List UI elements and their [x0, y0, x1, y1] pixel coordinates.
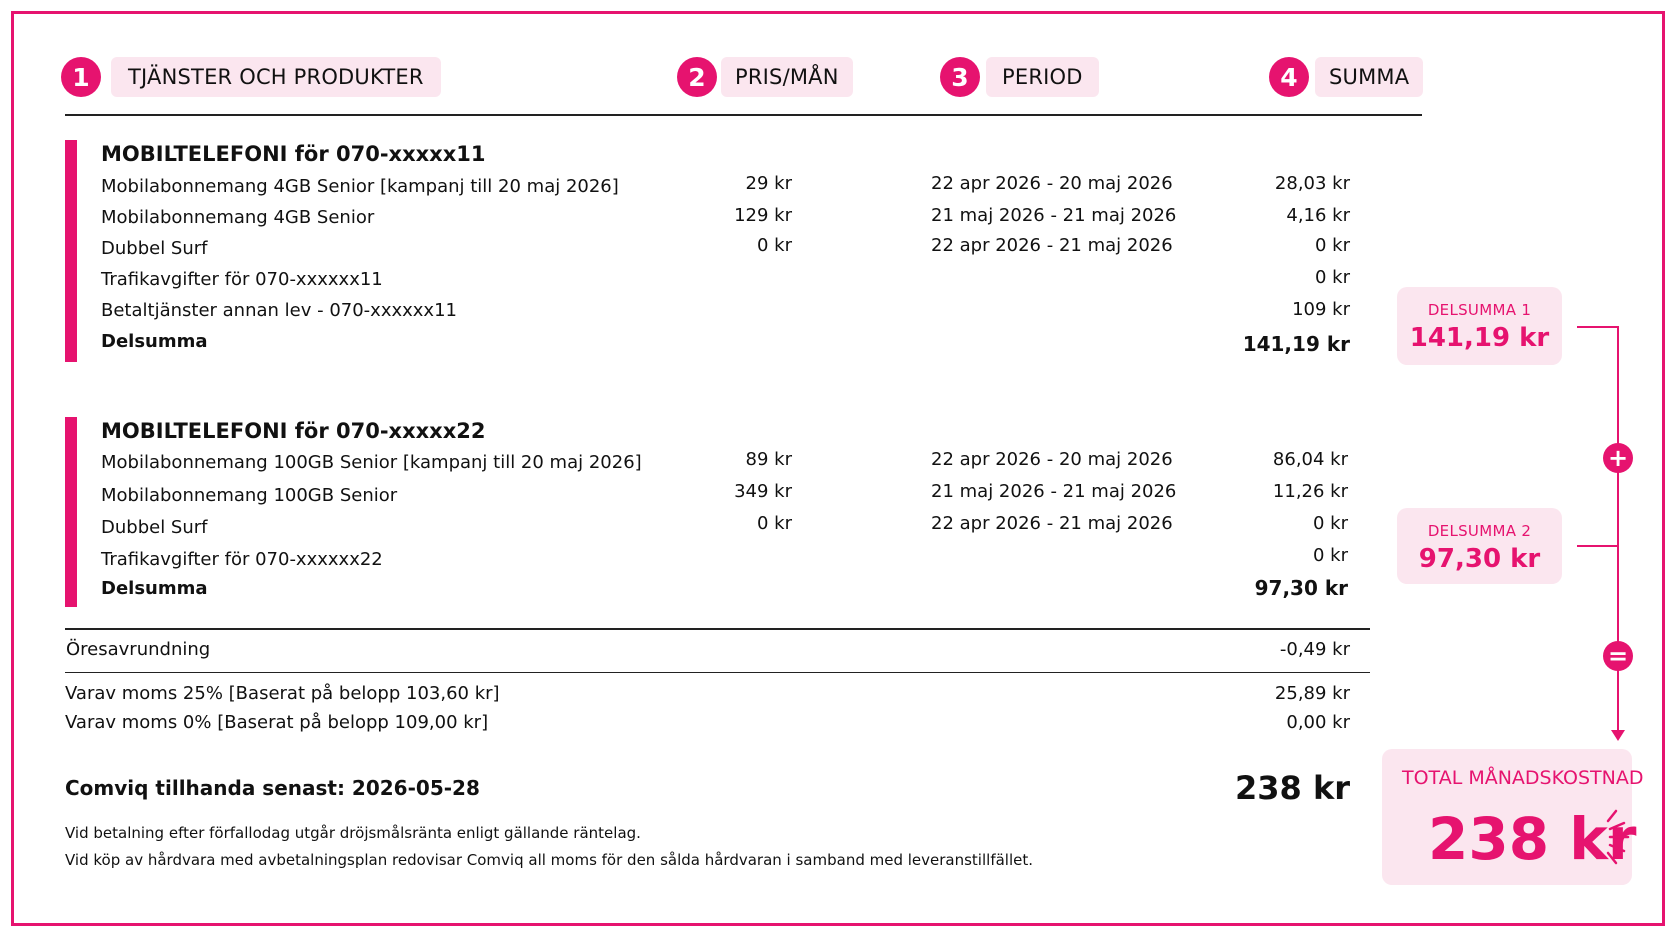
subtotal-row — [0, 576, 1672, 610]
row-sum: 0 kr — [1313, 545, 1348, 566]
step-number-2: 2 — [677, 57, 717, 97]
connector-line — [1577, 326, 1619, 328]
subtotal-1-value: 141,19 kr — [1409, 323, 1550, 353]
equals-icon: = — [1603, 641, 1633, 671]
total-amount: 238 kr — [1235, 769, 1350, 807]
vat-row — [0, 713, 1672, 743]
row-period: 21 maj 2026 - 21 maj 2026 — [931, 481, 1177, 502]
divider-line — [65, 672, 1370, 673]
row-period: 22 apr 2026 - 21 maj 2026 — [931, 235, 1173, 256]
header-label-services: TJÄNSTER OCH PRODUKTER — [111, 57, 441, 97]
row-sum: 0 kr — [1313, 513, 1348, 534]
row-price: 129 kr — [734, 205, 792, 226]
section-1-title: MOBILTELEFONI för 070-xxxxx11 — [101, 142, 486, 166]
row-description: Betaltjänster annan lev - 070-xxxxxx11 — [101, 300, 457, 321]
total-monthly-cost-label: TOTAL MÅNADSKOSTNAD — [1402, 767, 1644, 789]
row-price: 0 kr — [757, 513, 792, 534]
row-period: 21 maj 2026 - 21 maj 2026 — [931, 205, 1177, 226]
arrow-down-icon — [1611, 730, 1625, 741]
footnote: Vid köp av hårdvara med avbetalningsplan redovisar Comviq all moms för den sålda hårdvaran i samband med leveranstillfället. — [65, 851, 1033, 869]
table-row — [0, 205, 1672, 238]
vat-label: Varav moms 0% [Baserat på belopp 109,00 kr] — [65, 712, 489, 733]
row-price: 0 kr — [757, 235, 792, 256]
subtotal-value: 97,30 kr — [1254, 576, 1348, 600]
row-price: 349 kr — [734, 481, 792, 502]
total-monthly-cost-value: 238 kr — [1428, 805, 1637, 873]
subtotal-value: 141,19 kr — [1242, 332, 1350, 356]
row-description: Dubbel Surf — [101, 238, 208, 259]
subtotal-2-value: 97,30 kr — [1418, 544, 1541, 574]
row-description: Mobilabonnemang 4GB Senior [kampanj till 20 maj 2026] — [101, 176, 619, 197]
rounding-value: -0,49 kr — [1279, 639, 1350, 660]
total-monthly-cost-card — [1382, 749, 1644, 885]
table-row — [0, 449, 1672, 484]
header-divider — [65, 114, 1422, 116]
plus-icon: + — [1603, 443, 1633, 473]
header-label-price: PRIS/MÅN — [721, 57, 853, 97]
row-description: Trafikavgifter för 070-xxxxxx22 — [101, 549, 383, 570]
step-number-3: 3 — [940, 57, 980, 97]
header-services — [61, 57, 441, 97]
row-period: 22 apr 2026 - 20 maj 2026 — [931, 449, 1173, 470]
connector-line — [1577, 545, 1619, 547]
header-price — [677, 57, 853, 97]
step-number-1: 1 — [61, 57, 101, 97]
row-sum: 0 kr — [1315, 235, 1350, 256]
subtotal-label: Delsumma — [101, 331, 208, 352]
row-sum: 4,16 kr — [1286, 205, 1350, 226]
subtotal-2-card — [1397, 508, 1562, 584]
subtotal-2-label: DELSUMMA 2 — [1427, 522, 1532, 540]
row-description: Mobilabonnemang 100GB Senior — [101, 485, 398, 506]
section-2-title: MOBILTELEFONI för 070-xxxxx22 — [101, 419, 486, 443]
row-sum: 0 kr — [1315, 267, 1350, 288]
rounding-label: Öresavrundning — [66, 639, 211, 660]
subtotal-1-card — [1397, 287, 1562, 365]
due-date-label: Comviq tillhanda senast: 2026-05-28 — [65, 776, 480, 800]
row-period: 22 apr 2026 - 20 maj 2026 — [931, 173, 1173, 194]
step-number-4: 4 — [1269, 57, 1309, 97]
row-period: 22 apr 2026 - 21 maj 2026 — [931, 513, 1173, 534]
divider-line — [65, 628, 1370, 630]
row-description: Trafikavgifter för 070-xxxxxx11 — [101, 269, 383, 290]
sparkle-icon — [1604, 809, 1630, 865]
row-price: 89 kr — [745, 449, 792, 470]
header-label-period: PERIOD — [986, 57, 1099, 97]
row-sum: 86,04 kr — [1272, 449, 1348, 470]
row-description: Mobilabonnemang 4GB Senior — [101, 207, 375, 228]
row-sum: 28,03 kr — [1274, 173, 1350, 194]
subtotal-label: Delsumma — [101, 578, 208, 599]
subtotal-1-label: DELSUMMA 1 — [1427, 301, 1532, 319]
vat-value: 0,00 kr — [1286, 712, 1350, 733]
vat-value: 25,89 kr — [1274, 683, 1350, 704]
row-price: 29 kr — [745, 173, 792, 194]
connector-line — [1617, 326, 1619, 734]
vat-label: Varav moms 25% [Baserat på belopp 103,60 kr] — [65, 683, 500, 704]
header-sum — [1269, 57, 1423, 97]
footnote: Vid betalning efter förfallodag utgår dröjsmålsränta enligt gällande räntelag. — [65, 824, 641, 842]
rounding-row — [0, 640, 1672, 670]
row-sum: 11,26 kr — [1272, 481, 1348, 502]
header-label-sum: SUMMA — [1315, 57, 1423, 97]
header-period — [940, 57, 1099, 97]
row-description: Dubbel Surf — [101, 517, 208, 538]
row-sum: 109 kr — [1292, 299, 1350, 320]
row-description: Mobilabonnemang 100GB Senior [kampanj till 20 maj 2026] — [101, 452, 642, 473]
